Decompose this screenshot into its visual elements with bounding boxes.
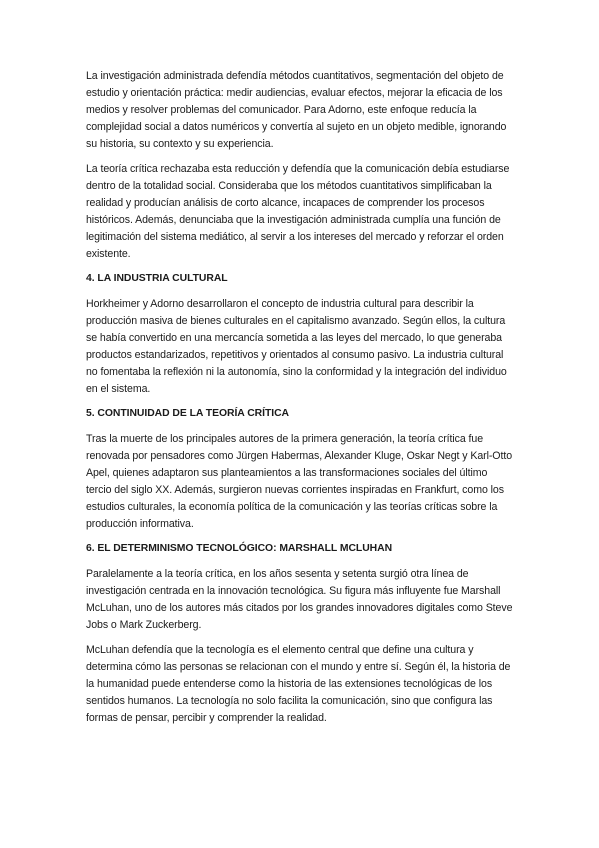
- section-heading-mcluhan: 6. EL DETERMINISMO TECNOLÓGICO: MARSHALL MCLUHAN: [86, 543, 393, 554]
- paragraph-critical-theory: La teoría crítica rechazaba esta reducción y defendía que la comunicación debía estudiarse dentro de la totalidad social. Consideraba que los métodos cuantitativos simplificaban la realidad y producían análisis de corto alcance, incapaces de comprender los procesos históricos. Además, denunciaba que la investigación administrada cumplía una función de legitimación del sistema mediático, al servir a los intereses del mercado y reforzar el orden existente.: [86, 163, 510, 260]
- section-heading-cultural-industry: 4. LA INDUSTRIA CULTURAL: [86, 273, 228, 284]
- paragraph-cultural-industry: Horkheimer y Adorno desarrollaron el concepto de industria cultural para describir la producción masiva de bienes culturales en el capitalismo avanzado. Según ellos, la cultura se había convertido en una mercancía sometida a las leyes del mercado, lo que generaba productos estandarizados, repetitivos y orientados al consumo pasivo. La industria cultural no fomentaba la reflexión ni la autonomía, sino la conformidad y la integración del individuo en el sistema.: [86, 298, 507, 395]
- paragraph-mcluhan-theory: McLuhan defendía que la tecnología es el elemento central que define una cultura y determina cómo las personas se relacionan con el mundo y entre sí. Según él, la historia de la humanidad puede entenderse como la historia de las extensiones tecnológicas de los sentidos humanos. La tecnología no solo facilita la comunicación, sino que configura las formas de pensar, percibir y comprender la realidad.: [86, 644, 511, 724]
- document-page: [86, 68, 514, 735]
- paragraph-continuity: Tras la muerte de los principales autores de la primera generación, la teoría crítica fue renovada por pensadores como Jürgen Habermas, Alexander Kluge, Oskar Negt y Karl-Otto Apel, quienes adaptaron sus planteamientos a las transformaciones sociales del último tercio del siglo XX. Además, surgieron nuevas corrientes inspiradas en Frankfurt, como los estudios culturales, la economía política de la comunicación y las teorías críticas sobre la producción informativa.: [86, 433, 513, 530]
- section-heading-continuity: 5. CONTINUIDAD DE LA TEORÍA CRÍTICA: [86, 408, 289, 419]
- paragraph-administered-research: La investigación administrada defendía métodos cuantitativos, segmentación del objeto de estudio y orientación práctica: medir audiencias, evaluar efectos, mejorar la eficacia de los medios y resolver problemas del comunicador. Para Adorno, este enfoque reducía la complejidad social a datos numéricos y convertía al sujeto en un objeto medible, ignorando su historia, su contexto y su experiencia.: [86, 70, 507, 150]
- paragraph-technological-innovation: Paralelamente a la teoría crítica, en los años sesenta y setenta surgió otra línea de investigación centrada en la innovación tecnológica. Su figura más influyente fue Marshall McLuhan, uno de los autores más citados por los grandes innovadores digitales como Steve Jobs o Mark Zuckerberg.: [86, 568, 513, 631]
